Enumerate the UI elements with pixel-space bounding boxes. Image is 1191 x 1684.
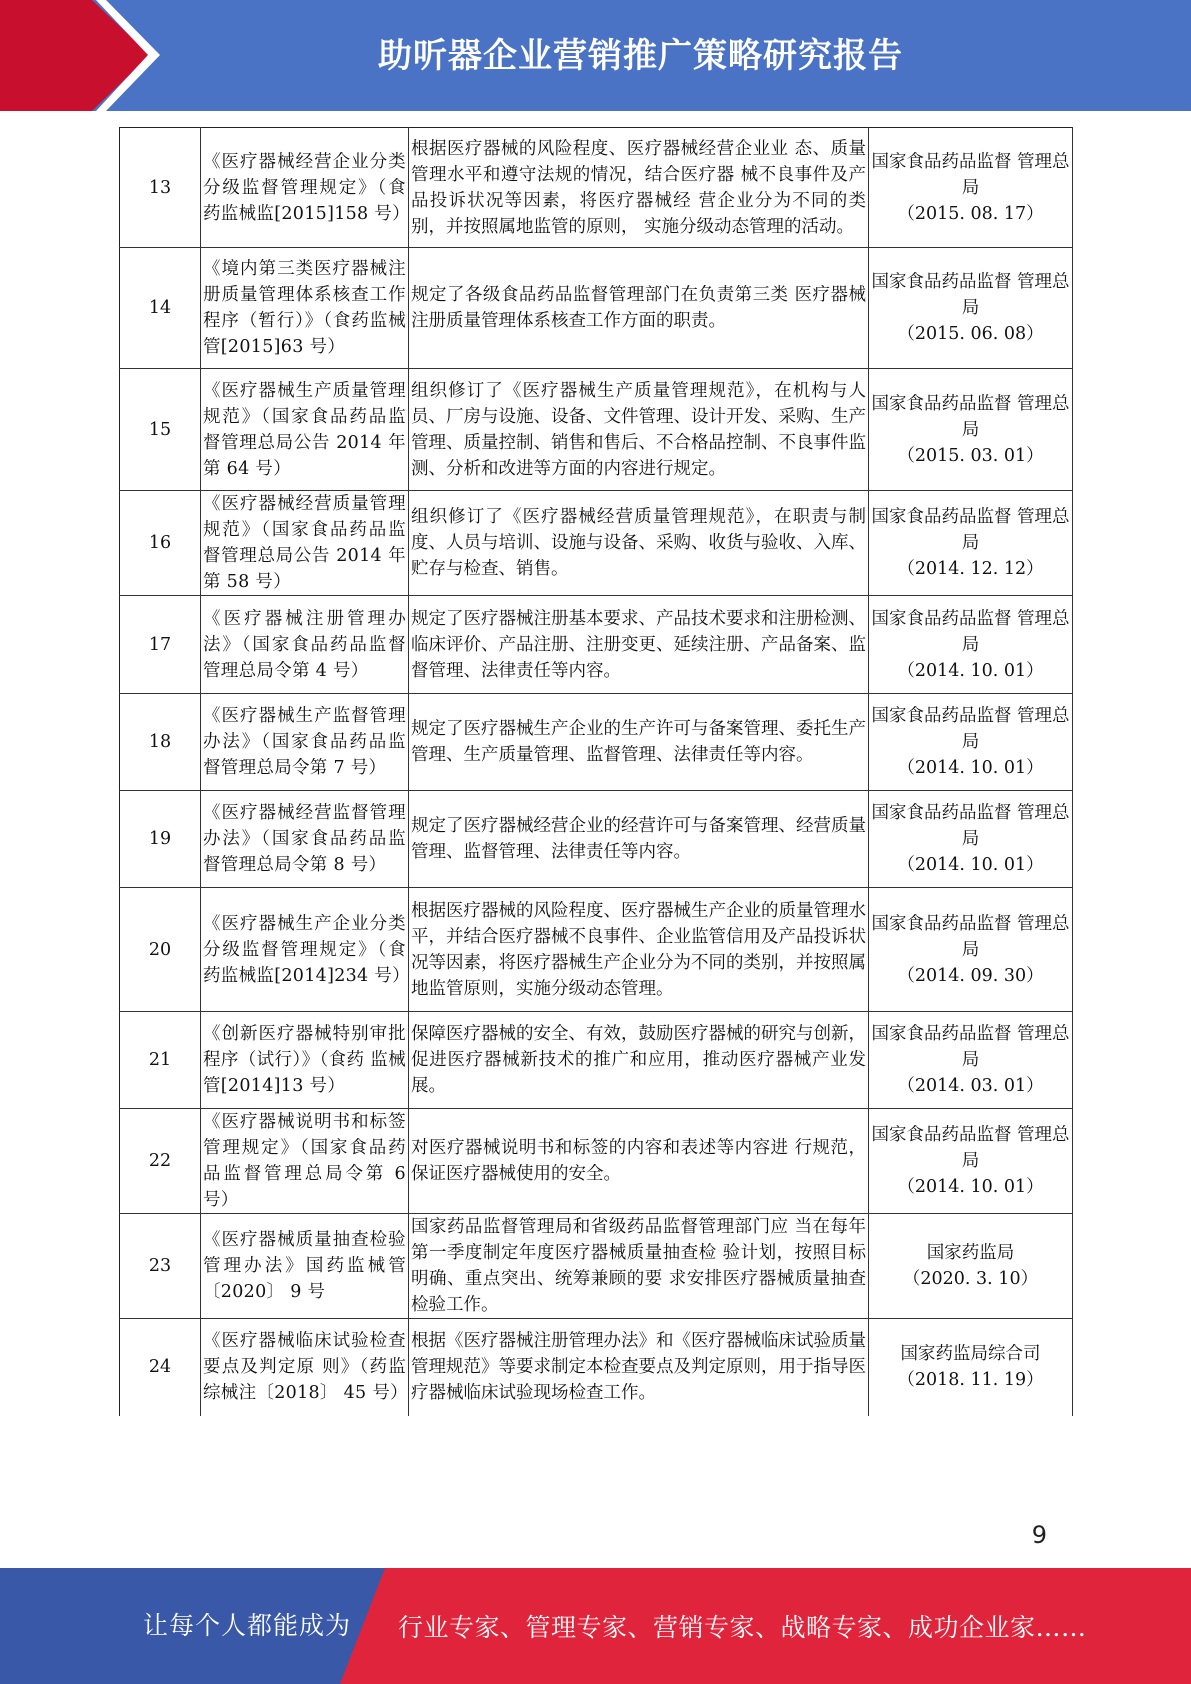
authority-name: 国家食品药品监督 管理总局 <box>871 913 1070 960</box>
authority-name: 国家食品药品监督 管理总局 <box>871 1125 1070 1171</box>
row-number: 21 <box>120 1012 201 1109</box>
regulation-name: 《境内第三类医疗器械注册质量管理体系核查工作程序（暂行）》（食药监械管[2015]63 号） <box>201 248 409 369</box>
table-row <box>120 128 1073 248</box>
effective-date: （2014. 12. 12） <box>897 559 1044 579</box>
table-row <box>120 1214 1073 1319</box>
row-number: 15 <box>120 369 201 491</box>
authority-name: 国家食品药品监督 管理总局 <box>871 1024 1070 1070</box>
footer-slogan-left: 让每个人都能成为 <box>143 1611 352 1640</box>
regulation-description: 组织修订了《医疗器械经营质量管理规范》，在职责与制度、人员与培训、设施与设备、采购、收货与验收、入库、贮存与检查、销售。 <box>409 491 869 596</box>
table-row <box>120 694 1073 791</box>
regulation-name: 《医疗器械说明书和标签管理规定》（国家食品药品监督管理总局令第 6 号） <box>201 1109 409 1214</box>
issuing-authority <box>869 694 1073 791</box>
issuing-authority <box>869 491 1073 596</box>
regulations-table <box>119 127 1073 1416</box>
regulation-description: 国家药品监督管理局和省级药品监督管理部门应 当在每年第一季度制定年度医疗器械质量抽查检 验计划，按照目标明确、重点突出、统筹兼顾的要 求安排医疗器械质量抽查检验工作。 <box>409 1214 869 1319</box>
footer-banner <box>0 1568 1191 1684</box>
table-row <box>120 369 1073 491</box>
effective-date: （2014. 10. 01） <box>897 758 1044 778</box>
authority-name: 国家食品药品监督 管理总局 <box>871 507 1070 553</box>
row-number: 13 <box>120 128 201 248</box>
effective-date: （2015. 03. 01） <box>897 445 1044 466</box>
regulation-description: 对医疗器械说明书和标签的内容和表述等内容进 行规范，保证医疗器械使用的安全。 <box>409 1109 869 1214</box>
regulation-description: 规定了医疗器械生产企业的生产许可与备案管理、委托生产管理、生产质量管理、监督管理、法律责任等内容。 <box>409 694 869 791</box>
issuing-authority <box>869 248 1073 369</box>
row-number: 14 <box>120 248 201 369</box>
regulation-name: 《创新医疗器械特别审批程序（试行）》（食药 监械管[2014]13 号） <box>201 1012 409 1109</box>
table-row <box>120 1109 1073 1214</box>
table-row <box>120 596 1073 694</box>
regulation-description: 根据医疗器械的风险程度、医疗器械生产企业的质量管理水平，并结合医疗器械不良事件、企业监管信用及产品投诉状况等因素，将医疗器械生产企业分为不同的类别，并按照属地监管原则，实施分级动态管理。 <box>409 888 869 1012</box>
row-number: 22 <box>120 1109 201 1214</box>
authority-name: 国家药监局 <box>926 1243 1015 1263</box>
regulation-name: 《医疗器械注册管理办法》（国家食品药品监督管理总局令第 4 号） <box>201 596 409 694</box>
regulation-description: 保障医疗器械的安全、有效，鼓励医疗器械的研究与创新，促进医疗器械新技术的推广和应用，推动医疗器械产业发展。 <box>409 1012 869 1109</box>
issuing-authority <box>869 791 1073 888</box>
row-number: 20 <box>120 888 201 1012</box>
regulation-description: 根据《医疗器械注册管理办法》和《医疗器械临床试验质量管理规范》等要求制定本检查要点及判定原则，用于指导医疗器械临床试验现场检查工作。 <box>409 1319 869 1416</box>
issuing-authority <box>869 1214 1073 1319</box>
regulation-description: 根据医疗器械的风险程度、医疗器械经营企业业 态、质量管理水平和遵守法规的情况，结合医疗器 械不良事件及产品投诉状况等因素，将医疗器械经 营企业分为不同的类别，并按照属地监管的原则， 实施分级动态管理的活动。 <box>409 128 869 248</box>
page-number: 9 <box>1031 1521 1047 1549</box>
effective-date: （2020. 3. 10） <box>902 1269 1039 1289</box>
regulation-name: 《医疗器械生产监督管理办法》（国家食品药品监督管理总局令第 7 号） <box>201 694 409 791</box>
issuing-authority <box>869 128 1073 248</box>
authority-name: 国家食品药品监督 管理总局 <box>871 272 1070 318</box>
authority-name: 国家食品药品监督 管理总局 <box>871 393 1070 440</box>
regulation-name: 《医疗器械质量抽查检验管理办法》国药监械管〔2020〕 9 号 <box>201 1214 409 1319</box>
issuing-authority <box>869 888 1073 1012</box>
table-row <box>120 1012 1073 1109</box>
row-number: 16 <box>120 491 201 596</box>
regulation-name: 《医疗器械经营质量管理规范》（国家食品药品监督管理总局公告 2014 年第 58 号） <box>201 491 409 596</box>
regulation-description: 规定了医疗器械注册基本要求、产品技术要求和注册检测、临床评价、产品注册、注册变更、延续注册、产品备案、监督管理、法律责任等内容。 <box>409 596 869 694</box>
issuing-authority <box>869 1319 1073 1416</box>
authority-name: 国家药监局综合司 <box>900 1344 1041 1365</box>
table-row <box>120 248 1073 369</box>
regulation-name: 《医疗器械经营监督管理办法》（国家食品药品监督管理总局令第 8 号） <box>201 791 409 888</box>
header-banner <box>0 0 1191 111</box>
row-number: 18 <box>120 694 201 791</box>
effective-date: （2015. 08. 17） <box>897 203 1044 224</box>
authority-name: 国家食品药品监督 管理总局 <box>871 803 1070 849</box>
table-row <box>120 888 1073 1012</box>
authority-name: 国家食品药品监督 管理总局 <box>871 151 1070 198</box>
issuing-authority <box>869 1109 1073 1214</box>
regulations-table-container <box>119 127 1072 1416</box>
effective-date: （2014. 09. 30） <box>897 965 1044 986</box>
table-row <box>120 791 1073 888</box>
row-number: 23 <box>120 1214 201 1319</box>
effective-date: （2014. 03. 01） <box>897 1076 1044 1096</box>
regulation-description: 组织修订了《医疗器械生产质量管理规范》，在机构与人员、厂房与设施、设备、文件管理、设计开发、采购、生产管理、质量控制、销售和售后、不合格品控制、不良事件监测、分析和改进等方面的内容进行规定。 <box>409 369 869 491</box>
table-row <box>120 491 1073 596</box>
regulation-name: 《医疗器械经营企业分类分级监督管理规定》（食药监械监[2015]158 号） <box>201 128 409 248</box>
authority-name: 国家食品药品监督 管理总局 <box>871 706 1070 752</box>
regulation-name: 《医疗器械生产企业分类分级监督管理规定》（食药监械监[2014]234 号） <box>201 888 409 1012</box>
regulation-name: 《医疗器械生产质量管理规范》（国家食品药品监督管理总局公告 2014 年第 64 号） <box>201 369 409 491</box>
effective-date: （2014. 10. 01） <box>897 1177 1044 1197</box>
page-title: 助听器企业营销推广策略研究报告 <box>378 36 903 76</box>
effective-date: （2014. 10. 01） <box>897 855 1044 875</box>
issuing-authority <box>869 596 1073 694</box>
row-number: 19 <box>120 791 201 888</box>
regulation-name: 《医疗器械临床试验检查要点及判定原 则》（药监综械注〔2018〕 45 号） <box>201 1319 409 1416</box>
row-number: 17 <box>120 596 201 694</box>
issuing-authority <box>869 1012 1073 1109</box>
row-number: 24 <box>120 1319 201 1416</box>
regulation-description: 规定了各级食品药品监督管理部门在负责第三类 医疗器械注册质量管理体系核查工作方面的职责。 <box>409 248 869 369</box>
effective-date: （2018. 11. 19） <box>897 1370 1044 1391</box>
issuing-authority <box>869 369 1073 491</box>
regulations-table-body <box>120 128 1073 1416</box>
effective-date: （2014. 10. 01） <box>897 660 1044 681</box>
authority-name: 国家食品药品监督 管理总局 <box>871 608 1070 655</box>
regulation-description: 规定了医疗器械经营企业的经营许可与备案管理、经营质量管理、监督管理、法律责任等内容。 <box>409 791 869 888</box>
footer-slogan-right: 行业专家、管理专家、营销专家、战略专家、成功企业家…… <box>398 1613 1087 1642</box>
table-row <box>120 1319 1073 1416</box>
effective-date: （2015. 06. 08） <box>897 324 1044 344</box>
